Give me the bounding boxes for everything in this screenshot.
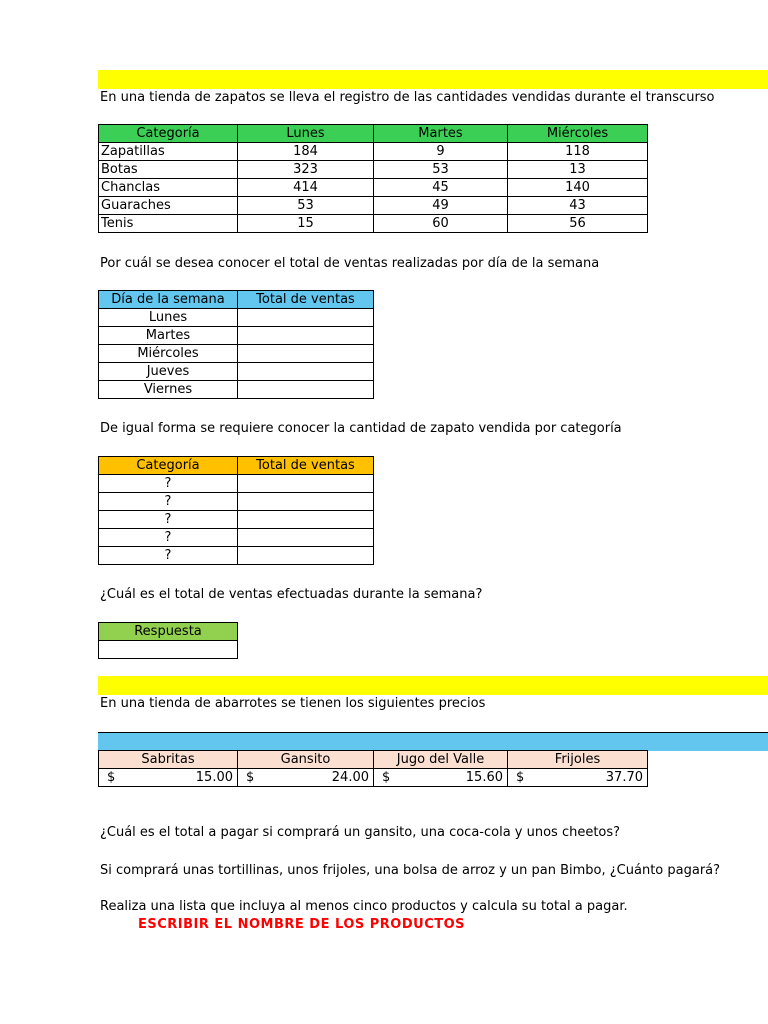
table-row xyxy=(99,215,648,233)
table-row xyxy=(99,511,374,529)
currency-symbol: $ xyxy=(107,770,116,785)
table-cell[interactable]: 45 xyxy=(374,179,508,197)
answer-table-header xyxy=(99,623,238,641)
table-cell[interactable]: ? xyxy=(99,547,238,565)
table-cell[interactable]: ? xyxy=(99,475,238,493)
price-cell[interactable] xyxy=(508,769,648,787)
table-row xyxy=(99,197,648,215)
empty-cell[interactable] xyxy=(238,381,374,399)
table-cell[interactable]: ? xyxy=(99,511,238,529)
price-cell[interactable] xyxy=(238,769,374,787)
table-cell[interactable]: Viernes xyxy=(99,381,238,399)
table-cell[interactable]: 43 xyxy=(508,197,648,215)
yellow-header-band xyxy=(98,70,768,89)
table-cell[interactable]: 9 xyxy=(374,143,508,161)
currency-symbol: $ xyxy=(516,770,525,785)
table-cell[interactable]: ? xyxy=(99,493,238,511)
table-cell[interactable]: Jueves xyxy=(99,363,238,381)
category-table xyxy=(98,456,374,565)
question-sales-by-day: Por cuál se desea conocer el total de ventas realizadas por día de la semana xyxy=(100,256,600,271)
yellow-section-band xyxy=(98,676,768,695)
table-row xyxy=(99,475,374,493)
table-cell[interactable]: Zapatillas xyxy=(99,143,238,161)
category-table-header xyxy=(99,457,374,475)
price-value: 37.70 xyxy=(605,770,643,785)
table-row xyxy=(99,769,648,787)
question-product-list: Realiza una lista que incluya al menos cinco productos y calcula su total a pagar. xyxy=(100,899,628,914)
empty-cell[interactable] xyxy=(238,547,374,565)
header-sabritas: Sabritas xyxy=(99,751,238,769)
table-row xyxy=(99,641,238,659)
table-row xyxy=(99,363,374,381)
table-cell[interactable]: Chanclas xyxy=(99,179,238,197)
blue-title-band xyxy=(98,732,768,751)
header-lunes: Lunes xyxy=(238,125,374,143)
header-categoria: Categoría xyxy=(99,457,238,475)
price-value: 15.00 xyxy=(195,770,233,785)
intro-text-shoes: En una tienda de zapatos se lleva el registro de las cantidades vendidas durante el transcurso xyxy=(100,90,715,105)
instruction-write-products: ESCRIBIR EL NOMBRE DE LOS PRODUCTOS xyxy=(138,917,466,932)
table-cell[interactable]: Miércoles xyxy=(99,345,238,363)
header-total: Total de ventas xyxy=(238,457,374,475)
header-dia: Día de la semana xyxy=(99,291,238,309)
table-row xyxy=(99,179,648,197)
table-cell[interactable]: 53 xyxy=(374,161,508,179)
table-cell[interactable]: 323 xyxy=(238,161,374,179)
table-cell[interactable]: 118 xyxy=(508,143,648,161)
empty-cell[interactable] xyxy=(238,475,374,493)
question-tortillinas: Si comprará unas tortillinas, unos frijoles, una bolsa de arroz y un pan Bimbo, ¿Cuánto pagará? xyxy=(100,863,721,878)
table-row xyxy=(99,161,648,179)
sales-table xyxy=(98,124,648,233)
intro-text-grocery: En una tienda de abarrotes se tienen los siguientes precios xyxy=(100,696,486,711)
table-cell[interactable]: Martes xyxy=(99,327,238,345)
empty-cell[interactable] xyxy=(238,309,374,327)
empty-cell[interactable] xyxy=(238,529,374,547)
table-cell[interactable]: 49 xyxy=(374,197,508,215)
table-cell[interactable]: 140 xyxy=(508,179,648,197)
table-cell[interactable]: 414 xyxy=(238,179,374,197)
header-respuesta: Respuesta xyxy=(99,623,238,641)
table-cell[interactable]: 53 xyxy=(238,197,374,215)
currency-symbol: $ xyxy=(246,770,255,785)
price-table-header xyxy=(99,751,648,769)
table-cell[interactable]: 56 xyxy=(508,215,648,233)
table-row xyxy=(99,493,374,511)
empty-cell[interactable] xyxy=(238,363,374,381)
table-row xyxy=(99,381,374,399)
empty-cell[interactable] xyxy=(238,493,374,511)
table-cell[interactable]: ? xyxy=(99,529,238,547)
currency-symbol: $ xyxy=(382,770,391,785)
price-value: 24.00 xyxy=(331,770,369,785)
price-cell[interactable] xyxy=(374,769,508,787)
table-row xyxy=(99,327,374,345)
table-row xyxy=(99,143,648,161)
table-row xyxy=(99,529,374,547)
answer-table xyxy=(98,622,238,659)
header-miercoles: Miércoles xyxy=(508,125,648,143)
table-cell[interactable]: Lunes xyxy=(99,309,238,327)
table-cell[interactable]: 60 xyxy=(374,215,508,233)
question-gansito: ¿Cuál es el total a pagar si comprará un gansito, una coca-cola y unos cheetos? xyxy=(100,825,621,840)
table-cell[interactable]: Tenis xyxy=(99,215,238,233)
empty-cell[interactable] xyxy=(238,511,374,529)
table-cell[interactable]: Guaraches xyxy=(99,197,238,215)
header-total: Total de ventas xyxy=(238,291,374,309)
question-week-total: ¿Cuál es el total de ventas efectuadas durante la semana? xyxy=(100,587,483,602)
sales-table-header xyxy=(99,125,648,143)
table-cell[interactable]: 13 xyxy=(508,161,648,179)
empty-cell[interactable] xyxy=(238,345,374,363)
header-gansito: Gansito xyxy=(238,751,374,769)
header-martes: Martes xyxy=(374,125,508,143)
table-row xyxy=(99,345,374,363)
header-jugo: Jugo del Valle xyxy=(374,751,508,769)
table-row xyxy=(99,547,374,565)
empty-cell[interactable] xyxy=(238,327,374,345)
day-table-header xyxy=(99,291,374,309)
table-row xyxy=(99,309,374,327)
price-table xyxy=(98,750,648,787)
answer-cell[interactable] xyxy=(99,641,238,659)
table-cell[interactable]: Botas xyxy=(99,161,238,179)
question-sales-by-category: De igual forma se requiere conocer la cantidad de zapato vendida por categoría xyxy=(100,421,622,436)
price-value: 15.60 xyxy=(465,770,503,785)
day-table xyxy=(98,290,374,399)
header-frijoles: Frijoles xyxy=(508,751,648,769)
table-cell[interactable]: 15 xyxy=(238,215,374,233)
price-cell[interactable] xyxy=(99,769,238,787)
header-categoria: Categoría xyxy=(99,125,238,143)
table-cell[interactable]: 184 xyxy=(238,143,374,161)
